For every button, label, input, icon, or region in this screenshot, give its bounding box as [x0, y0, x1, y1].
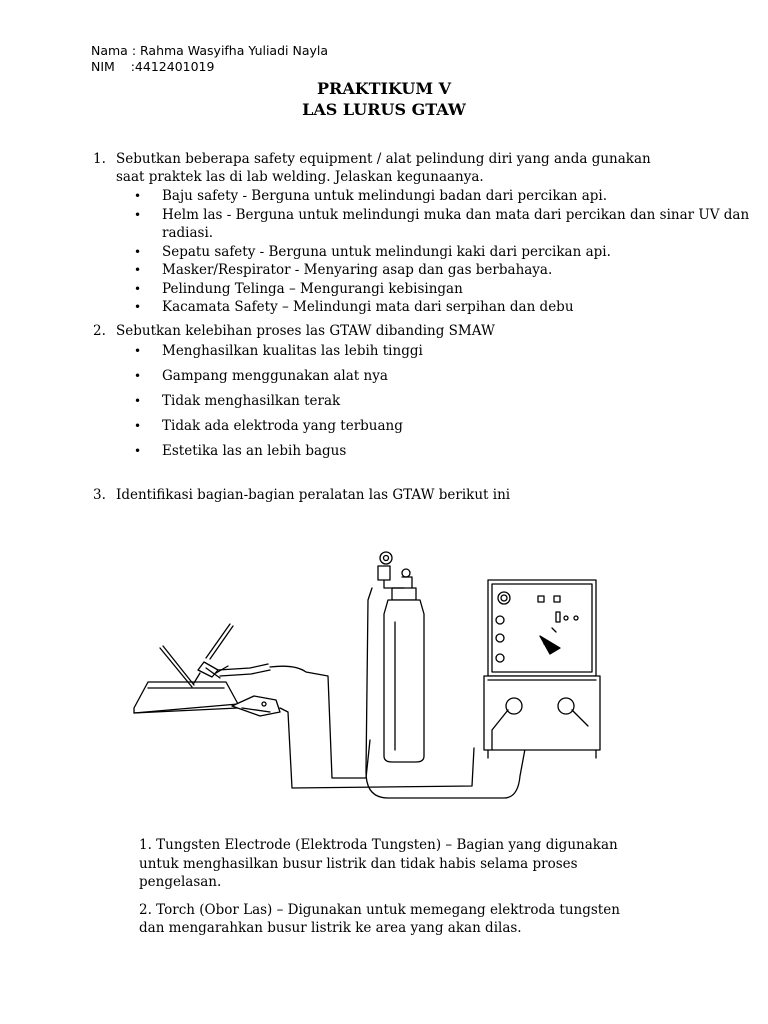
bullet-icon: • [134, 444, 142, 458]
q1-bullet-list [134, 187, 768, 317]
list-item: • Sepatu safety - Berguna untuk melindungi kaki dari percikan api. [134, 243, 611, 260]
earth-cable-icon [280, 708, 474, 788]
student-header [91, 43, 328, 75]
bullet-icon: • [134, 300, 142, 314]
list-item: • Tidak menghasilkan terak [134, 393, 341, 409]
question-text: Identifikasi bagian-bagian peralatan las GTAW berikut ini [116, 487, 511, 503]
bullet-icon: • [134, 344, 142, 358]
list-item: • Kacamata Safety – Melindungi mata dari serpihan dan debu [134, 299, 574, 315]
list-item: • Baju safety - Berguna untuk melindungi badan dari percikan api. [134, 188, 608, 204]
list-item: • Masker/Respirator - Menyaring asap dan gas berbahaya. [134, 262, 553, 278]
bullet-icon: • [134, 369, 142, 383]
student-name: Nama : Rahma Wasyifha Yuliadi Nayla [91, 43, 329, 58]
question-number: 2. [93, 323, 106, 339]
document-title: PRAKTIKUM V [316, 79, 452, 98]
gtaw-equipment-diagram [120, 540, 610, 810]
list-item: • Tidak ada elektroda yang terbuang [134, 418, 403, 434]
answer-list [139, 836, 639, 947]
question-number: 3. [93, 487, 106, 503]
list-item: • Estetika las an lebih bagus [134, 443, 347, 459]
list-item: • Menghasilkan kualitas las lebih tinggi [134, 343, 423, 359]
question-text: Sebutkan beberapa safety equipment / alat pelindung diri yang anda gunakan saat praktek las di lab welding. Jelaskan kegunaanya. [116, 151, 651, 185]
question-number: 1. [93, 151, 106, 167]
document-subtitle: LAS LURUS GTAW [302, 100, 466, 119]
student-nim: NIM :4412401019 [91, 59, 215, 74]
gas-cylinder-icon [384, 588, 424, 762]
torch-hose-icon [270, 666, 370, 778]
list-item: • Gampang menggunakan alat nya [134, 368, 388, 384]
workpiece-icon [134, 682, 238, 713]
filler-rod-icon [160, 646, 194, 687]
earth-clamp-icon [232, 696, 280, 716]
bullet-icon: • [134, 263, 142, 277]
list-item: • Helm las - Berguna untuk melindungi muka dan mata dari percikan dan sinar UV dan radiasi. [134, 206, 750, 241]
question-text: Sebutkan kelebihan proses las GTAW dibanding SMAW [116, 323, 495, 339]
bullet-icon: • [134, 281, 142, 296]
answer-item: 1. Tungsten Electrode (Elektroda Tungsten) – Bagian yang digunakan untuk menghasilkan busur listrik dan tidak habis selama proses pengelasan. [139, 837, 618, 890]
welding-machine-icon [484, 580, 600, 758]
q2-bullet-list [134, 342, 423, 461]
answer-item: 2. Torch (Obor Las) – Digunakan untuk memegang elektroda tungsten dan mengarahkan busur listrik ke area yang akan dilas. [139, 901, 620, 936]
bullet-icon: • [134, 394, 142, 408]
bullet-icon: • [134, 207, 142, 222]
bullet-icon: • [134, 244, 142, 259]
bullet-icon: • [134, 419, 142, 433]
regulator-icon [378, 552, 412, 588]
tig-torch-icon [194, 624, 233, 683]
bullet-icon: • [134, 189, 142, 203]
list-item: • Pelindung Telinga – Mengurangi kebisingan [134, 280, 463, 297]
